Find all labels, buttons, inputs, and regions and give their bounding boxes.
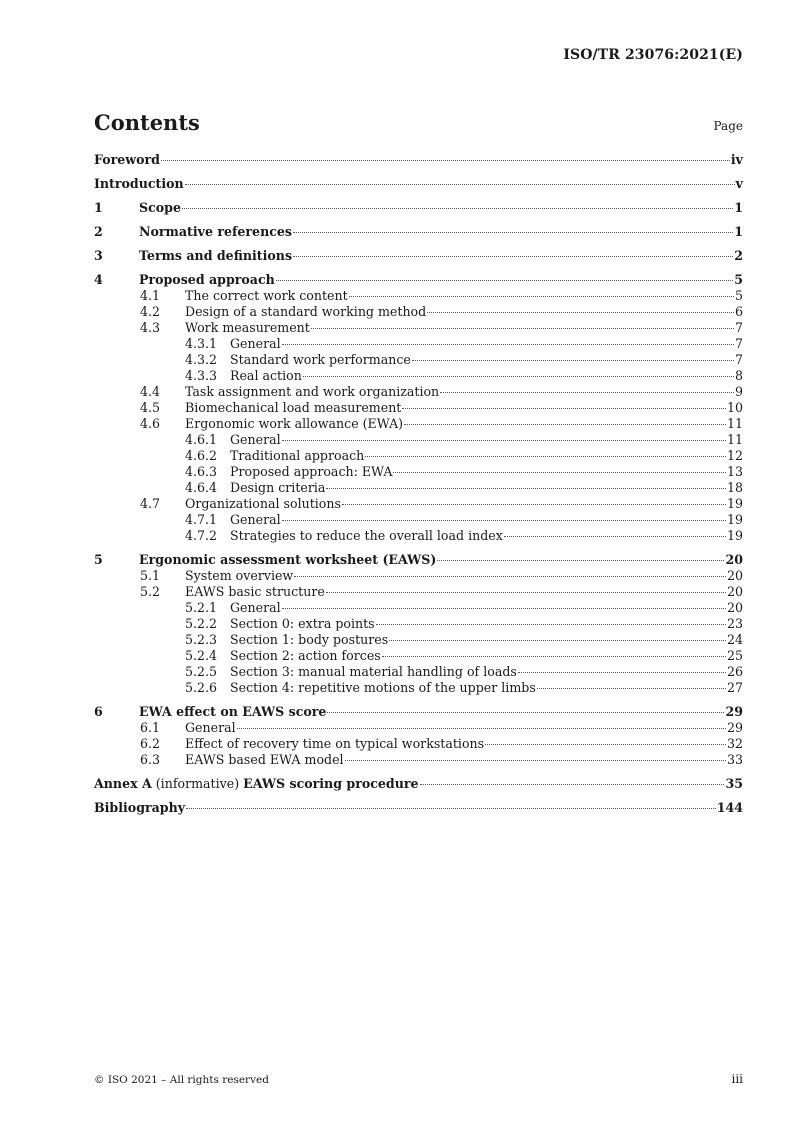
toc-entry-number: 4.3.3 (185, 368, 218, 383)
toc-entry-title-text: EAWS basic structure (185, 584, 325, 599)
toc-entry-title-text: Terms and definitions (139, 248, 293, 263)
toc-spacer (94, 792, 743, 800)
toc-entry[interactable] (94, 616, 743, 632)
toc-entry-title (230, 600, 281, 616)
dot-leader (311, 328, 734, 329)
toc-entry-number: 4.6.4 (185, 480, 218, 495)
dot-leader (376, 624, 726, 625)
toc-entry-title-text: Scope (139, 200, 181, 215)
toc-entry[interactable] (94, 248, 743, 264)
toc-entry-number: 2 (94, 224, 103, 239)
toc-entry-title (185, 584, 325, 600)
toc-entry-title (230, 368, 302, 384)
toc-entry-page: 26 (726, 664, 743, 679)
toc-entry-page: 20 (725, 552, 743, 567)
toc-entry-title (230, 464, 392, 480)
dot-leader (349, 296, 734, 297)
toc-entry-title-text: General (230, 512, 281, 527)
toc-entry-page: 7 (734, 336, 743, 351)
toc-entry-title-text: General (185, 720, 236, 735)
toc-entry-page: 24 (726, 632, 743, 647)
toc-entry-number: 5.2.4 (185, 648, 218, 663)
dot-leader (161, 160, 730, 161)
toc-entry-number: 5.2.1 (185, 600, 218, 615)
toc-entry[interactable] (94, 304, 743, 320)
toc-entry[interactable] (94, 432, 743, 448)
toc-entry-title-text: Proposed approach (139, 272, 275, 287)
toc-entry-number: 6.1 (140, 720, 161, 735)
toc-entry-title (230, 528, 503, 544)
dot-leader (186, 808, 716, 809)
dot-leader (327, 712, 724, 713)
toc-entry-title-text: Biomechanical load measurement (185, 400, 402, 415)
toc-entry-number: 5.2.3 (185, 632, 218, 647)
dot-leader (389, 640, 726, 641)
toc-entry-page: 144 (716, 800, 743, 815)
toc-spacer (94, 696, 743, 704)
toc-entry[interactable] (94, 480, 743, 496)
toc-entry-title (185, 304, 426, 320)
toc-entry-page: 10 (726, 400, 743, 415)
dot-leader (342, 504, 726, 505)
toc-entry-title-text: Section 3: manual material handling of loads (230, 664, 517, 679)
toc-entry[interactable] (94, 496, 743, 512)
toc-entry-title (185, 400, 401, 416)
toc-entry-number: 5.2.5 (185, 664, 218, 679)
dot-leader (420, 784, 725, 785)
toc-entry-title-text: Design criteria (230, 480, 326, 495)
toc-entry-page: 12 (726, 448, 743, 463)
toc-entry-number: 4 (94, 272, 103, 287)
toc-entry[interactable] (94, 776, 743, 792)
toc-entry-page: 25 (726, 648, 743, 663)
table-of-contents (94, 152, 743, 816)
toc-entry-title-text: Section 2: action forces (230, 648, 381, 663)
toc-entry-number: 4.7 (140, 496, 161, 511)
toc-entry-page: 11 (726, 416, 743, 431)
toc-spacer (94, 168, 743, 176)
toc-entry-title (230, 616, 375, 632)
toc-entry-title-text: Effect of recovery time on typical workstations (185, 736, 485, 751)
dot-leader (282, 520, 726, 521)
toc-entry-title-text: EWA effect on EAWS score (139, 704, 327, 719)
toc-entry-title (185, 720, 236, 736)
toc-entry-title-text: Ergonomic work allowance (EWA) (185, 416, 404, 431)
toc-entry-title (94, 176, 184, 192)
toc-entry[interactable] (94, 512, 743, 528)
dot-leader (345, 760, 726, 761)
toc-entry-title (230, 448, 364, 464)
toc-entry[interactable] (94, 528, 743, 544)
toc-entry-page: 13 (726, 464, 743, 479)
toc-entry-title (185, 752, 344, 768)
toc-entry-title-text: Organizational solutions (185, 496, 341, 511)
toc-entry-page: 33 (726, 752, 743, 767)
toc-entry-title (139, 248, 292, 264)
toc-entry-title-text: System overview (185, 568, 294, 583)
dot-leader (404, 424, 726, 425)
toc-entry-page: 20 (726, 584, 743, 599)
toc-entry[interactable] (94, 448, 743, 464)
toc-entry-number: 4.7.2 (185, 528, 218, 543)
toc-entry-page: 29 (726, 720, 743, 735)
toc-entry-page: 8 (734, 368, 743, 383)
toc-entry-title-text: Traditional approach (230, 448, 365, 463)
toc-entry-title (185, 496, 341, 512)
toc-entry-title-text: Foreword (94, 152, 160, 167)
toc-entry-page: 19 (726, 496, 743, 511)
dot-leader (485, 744, 726, 745)
toc-entry-title-text: Task assignment and work organization (185, 384, 440, 399)
toc-entry[interactable] (94, 680, 743, 696)
toc-entry-page: 2 (734, 248, 743, 263)
toc-entry-title (139, 272, 275, 288)
dot-leader (282, 608, 726, 609)
toc-entry-title (230, 352, 411, 368)
toc-entry-title-text: Real action (230, 368, 302, 383)
toc-entry-title (185, 288, 348, 304)
toc-entry[interactable] (94, 568, 743, 584)
toc-entry-title-text: Strategies to reduce the overall load index (230, 528, 503, 543)
toc-entry-title (139, 224, 292, 240)
toc-entry-page: 1 (734, 200, 743, 215)
toc-entry-number: 4.3 (140, 320, 161, 335)
toc-spacer (94, 544, 743, 552)
dot-leader (402, 408, 726, 409)
toc-entry-number: 4.3.1 (185, 336, 218, 351)
toc-entry-number: 4.1 (140, 288, 161, 303)
toc-entry-title-text: The correct work content (185, 288, 348, 303)
toc-entry-title-text: Standard work performance (230, 352, 411, 367)
toc-entry[interactable] (94, 752, 743, 768)
toc-entry-number: 6.2 (140, 736, 161, 751)
toc-entry-number: 4.6.2 (185, 448, 218, 463)
toc-entry-title (139, 704, 326, 720)
toc-entry-title-text: Introduction (94, 176, 184, 191)
toc-entry-number: 4.6.3 (185, 464, 218, 479)
toc-entry[interactable] (94, 368, 743, 384)
toc-entry[interactable] (94, 224, 743, 240)
toc-entry-number: 4.4 (140, 384, 161, 399)
toc-entry-number: 4.5 (140, 400, 161, 415)
dot-leader (326, 592, 726, 593)
dot-leader (382, 656, 726, 657)
toc-entry-title-text: Section 4: repetitive motions of the upper limbs (230, 680, 536, 695)
toc-entry-title-text: Bibliography (94, 800, 186, 815)
toc-entry-page: 32 (726, 736, 743, 751)
toc-entry[interactable] (94, 584, 743, 600)
toc-entry-number: 5.2.6 (185, 680, 218, 695)
dot-leader (537, 688, 726, 689)
toc-entry-title-text: Ergonomic assessment worksheet (EAWS) (139, 552, 437, 567)
toc-entry[interactable] (94, 152, 743, 168)
toc-entry-title (94, 152, 160, 168)
toc-entry-title (230, 336, 281, 352)
dot-leader (293, 256, 733, 257)
toc-entry-number: 3 (94, 248, 103, 263)
toc-entry-number: 6.3 (140, 752, 161, 767)
toc-entry-page: 7 (734, 320, 743, 335)
toc-entry[interactable] (94, 336, 743, 352)
toc-entry-title (230, 648, 381, 664)
toc-entry-title-text: General (230, 336, 281, 351)
toc-entry-page: 6 (734, 304, 743, 319)
toc-entry-number: 5.2 (140, 584, 161, 599)
toc-entry-page: 27 (726, 680, 743, 695)
dot-leader (437, 560, 724, 561)
toc-entry-page: 5 (734, 288, 743, 303)
page-number: iii (731, 1072, 743, 1086)
toc-entry-qualifier: (informative) (151, 776, 244, 791)
toc-entry-subtitle: EAWS scoring procedure (243, 776, 419, 791)
toc-entry-page: 19 (726, 512, 743, 527)
dot-leader (276, 280, 733, 281)
toc-entry-page: 19 (726, 528, 743, 543)
dot-leader (504, 536, 726, 537)
toc-entry-title-text: Annex A (94, 776, 152, 791)
toc-entry[interactable] (94, 416, 743, 432)
toc-spacer (94, 240, 743, 248)
toc-entry[interactable] (94, 648, 743, 664)
toc-entry[interactable] (94, 200, 743, 216)
toc-entry-title (185, 416, 403, 432)
toc-entry-title (185, 384, 439, 400)
toc-entry-page: v (735, 176, 743, 191)
toc-entry-title (230, 480, 325, 496)
toc-entry-page: 7 (734, 352, 743, 367)
toc-entry-title (230, 664, 517, 680)
toc-entry-title-text: EAWS based EWA model (185, 752, 344, 767)
toc-entry-page: 11 (726, 432, 743, 447)
dot-leader (237, 728, 726, 729)
toc-spacer (94, 264, 743, 272)
toc-entry-page: 18 (726, 480, 743, 495)
toc-spacer (94, 192, 743, 200)
toc-entry[interactable] (94, 176, 743, 192)
toc-entry-title (230, 680, 536, 696)
toc-entry-title-text: General (230, 432, 281, 447)
toc-entry[interactable] (94, 600, 743, 616)
dot-leader (182, 208, 733, 209)
toc-entry-title (185, 568, 293, 584)
toc-entry-page: 23 (726, 616, 743, 631)
toc-entry[interactable] (94, 352, 743, 368)
toc-entry-number: 6 (94, 704, 103, 719)
toc-entry-number: 5.2.2 (185, 616, 218, 631)
dot-leader (365, 456, 726, 457)
dot-leader (393, 472, 726, 473)
toc-entry-number: 4.2 (140, 304, 161, 319)
toc-spacer (94, 216, 743, 224)
toc-entry-title-text: Proposed approach: EWA (230, 464, 393, 479)
toc-entry-title-text: General (230, 600, 281, 615)
page-column-label: Page (713, 119, 743, 133)
toc-entry[interactable] (94, 272, 743, 288)
toc-entry-title-text: Section 0: extra points (230, 616, 375, 631)
toc-entry-number: 1 (94, 200, 103, 215)
dot-leader (282, 344, 734, 345)
dot-leader (427, 312, 734, 313)
dot-leader (518, 672, 726, 673)
dot-leader (412, 360, 734, 361)
toc-entry[interactable] (94, 384, 743, 400)
toc-entry-number: 5 (94, 552, 103, 567)
dot-leader (440, 392, 734, 393)
toc-entry-title (139, 200, 181, 216)
toc-entry-page: iv (730, 152, 743, 167)
toc-entry-page: 20 (726, 600, 743, 615)
toc-entry[interactable] (94, 800, 743, 816)
dot-leader (326, 488, 726, 489)
dot-leader (303, 376, 734, 377)
dot-leader (294, 576, 726, 577)
toc-entry-title (230, 432, 281, 448)
toc-entry-page: 5 (734, 272, 743, 287)
toc-entry-page: 1 (734, 224, 743, 239)
toc-entry-number: 4.7.1 (185, 512, 218, 527)
toc-entry-title (230, 632, 388, 648)
toc-entry-page: 29 (725, 704, 743, 719)
toc-entry[interactable] (94, 400, 743, 416)
toc-entry-title-text: Section 1: body postures (230, 632, 389, 647)
toc-spacer (94, 768, 743, 776)
toc-entry-number: 5.1 (140, 568, 161, 583)
toc-entry-page: 35 (725, 776, 743, 791)
dot-leader (282, 440, 726, 441)
toc-entry[interactable] (94, 464, 743, 480)
toc-entry-title (185, 320, 310, 336)
toc-entry-title (185, 736, 484, 752)
toc-entry-title-text: Work measurement (185, 320, 310, 335)
toc-entry-number: 4.6.1 (185, 432, 218, 447)
toc-entry[interactable] (94, 552, 743, 568)
toc-entry-title-text: Design of a standard working method (185, 304, 427, 319)
toc-entry-title (139, 552, 436, 568)
toc-entry[interactable] (94, 320, 743, 336)
toc-entry-page: 9 (734, 384, 743, 399)
toc-entry-title-text: Normative references (139, 224, 293, 239)
document-id-header: ISO/TR 23076:2021(E) (563, 47, 743, 63)
copyright-notice: © ISO 2021 – All rights reserved (94, 1074, 269, 1086)
toc-entry-title (230, 512, 281, 528)
contents-title: Contents (94, 110, 200, 135)
toc-entry-number: 4.6 (140, 416, 161, 431)
toc-entry-title (94, 800, 185, 816)
dot-leader (185, 184, 735, 185)
toc-entry[interactable] (94, 288, 743, 304)
toc-entry-title (94, 776, 419, 792)
toc-entry-number: 4.3.2 (185, 352, 218, 367)
toc-entry[interactable] (94, 704, 743, 720)
toc-entry[interactable] (94, 664, 743, 680)
toc-entry[interactable] (94, 736, 743, 752)
toc-entry[interactable] (94, 720, 743, 736)
toc-entry[interactable] (94, 632, 743, 648)
toc-entry-page: 20 (726, 568, 743, 583)
dot-leader (293, 232, 733, 233)
